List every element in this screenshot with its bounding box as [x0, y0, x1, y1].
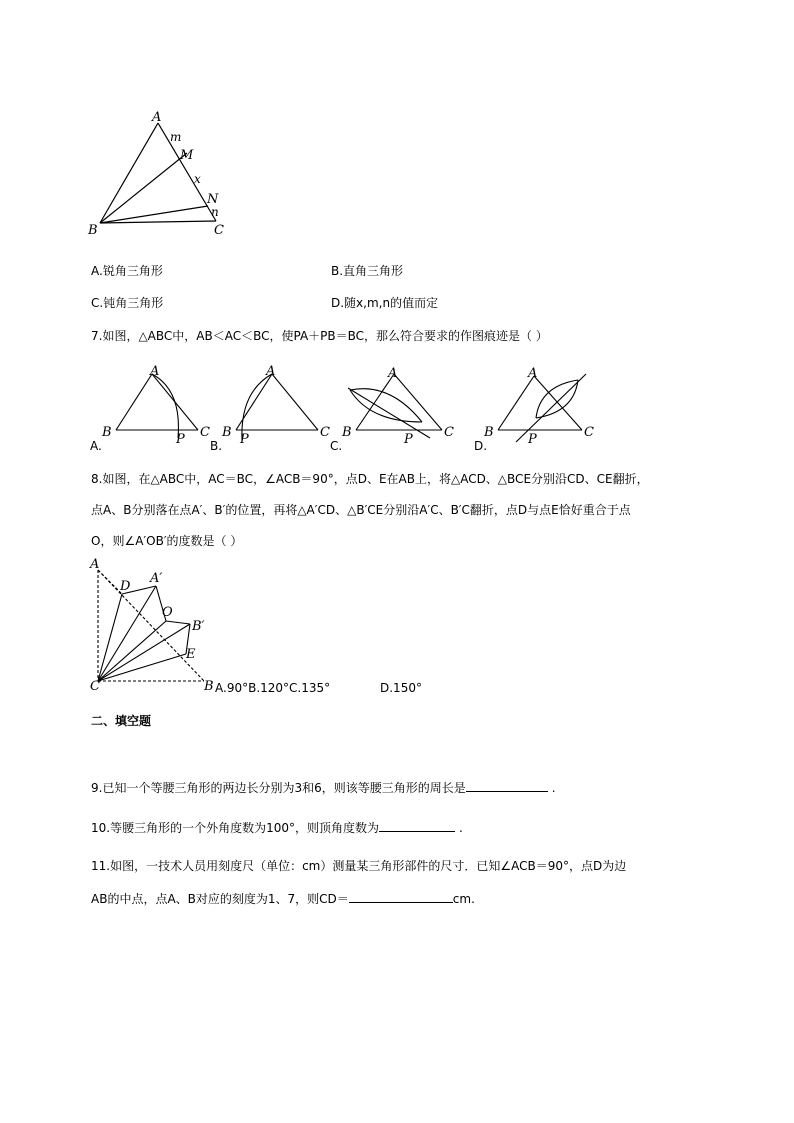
q10-text: 10.等腰三角形的一个外角度数为100°，则顶角度数为: [91, 821, 379, 835]
q7a-label-c: C: [200, 425, 210, 440]
q8-option-d: D.150°: [380, 681, 422, 695]
q7c-label-b: B: [342, 425, 352, 440]
q11-line1: 11.如图，一技术人员用刻度尺（单位：cm）测量某三角形部件的尺寸．已知∠ACB＝90°，点D为边: [91, 859, 627, 873]
q8-label-b-prime: B′: [192, 619, 205, 634]
q7b-label-a: A: [266, 364, 276, 379]
q8-stem-line2: 点A、B分别落在点A′、B′的位置，再将△A′CD、△B′CE分别沿A′C、B′C翻折，点D与点E恰好重合于点: [91, 503, 631, 517]
q7d-label-a: A: [528, 366, 538, 381]
q6-segment-bm: [100, 153, 187, 223]
q7-stem: 7.如图，△ABC中，AB＜AC＜BC，使PA＋PB＝BC，那么符合要求的作图痕迹是（ ）: [91, 329, 548, 343]
q8-segment-ob1: [166, 621, 190, 624]
q7d-bisector: [516, 374, 586, 442]
q7a-label-a: A: [150, 364, 160, 379]
q6-segment-bn: [100, 206, 208, 223]
q7d-label-b: B: [484, 425, 494, 440]
q6-label-m-point: M: [180, 148, 194, 163]
q8-figure: [86, 556, 218, 694]
q8-label-b: B: [204, 679, 214, 694]
q7-option-a-label: A.: [90, 439, 102, 453]
q6-option-a: A.锐角三角形: [91, 264, 163, 278]
q7d-label-p: P: [528, 432, 537, 447]
q11-answer-blank[interactable]: [349, 890, 453, 903]
q7d-label-c: C: [584, 425, 594, 440]
q6-side-bc: [100, 221, 216, 223]
q9: [91, 779, 556, 796]
q7a-label-b: B: [102, 425, 112, 440]
q7-figure-d: [474, 362, 604, 457]
q7c-label-c: C: [444, 425, 454, 440]
q8-label-o: O: [162, 605, 173, 620]
q6-label-a: A: [152, 110, 162, 125]
q11-tail: cm.: [452, 892, 475, 906]
q9-text: 9.已知一个等腰三角形的两边长分别为3和6，则该等腰三角形的周长是: [91, 781, 466, 795]
q8-label-e: E: [186, 647, 196, 662]
q8-label-a: A: [90, 557, 100, 572]
q9-tail: .: [551, 781, 556, 795]
q6-label-x-length: x: [194, 172, 201, 186]
q7b-label-c: C: [320, 425, 330, 440]
q6-option-b: B.直角三角形: [331, 264, 404, 278]
q8-label-a-prime: A′: [150, 571, 163, 586]
q6-option-c: C.钝角三角形: [91, 296, 164, 310]
q7c-label-p: P: [404, 432, 413, 447]
q8-segment-ce: [98, 654, 186, 681]
q6-label-n-point: N: [207, 192, 219, 207]
q7b-label-p: P: [240, 432, 249, 447]
q9-answer-blank[interactable]: [466, 779, 548, 792]
q7a-label-p: P: [176, 432, 185, 447]
q10: [91, 819, 463, 836]
q8-stem-line3: O，则∠A′OB′的度数是（ ）: [91, 534, 243, 548]
q7c-label-a: A: [388, 366, 398, 381]
q7-figure-b: [210, 362, 343, 457]
q7-figure-c: [330, 362, 470, 457]
q7b-label-b: B: [222, 425, 232, 440]
q10-tail: .: [459, 821, 463, 835]
q7-option-b-label: B.: [210, 439, 223, 453]
q8-label-d: D: [120, 579, 131, 594]
q11-line2: AB的中点，点A、B对应的刻度为1、7，则CD＝: [91, 892, 349, 906]
q8-options-abc: A.90°B.120°C.135°: [215, 681, 331, 695]
q6-label-b: B: [88, 223, 98, 238]
q6-side-ab: [100, 123, 158, 223]
q8-segment-co: [98, 621, 166, 681]
q8-stem-line1: 8.如图，在△ABC中，AC＝BC，∠ACB＝90°，点D、E在AB上，将△ACD、△BCE分别沿CD、CE翻折，: [91, 472, 649, 486]
q6-label-c: C: [214, 223, 224, 238]
q7-figure-a: [90, 362, 223, 457]
q10-answer-blank[interactable]: [379, 819, 455, 832]
q7-option-c-label: C.: [330, 439, 343, 453]
q6-figure: [86, 108, 236, 240]
q7-option-d-label: D.: [474, 439, 488, 453]
section-title-fill-in: 二、填空题: [91, 714, 152, 728]
q11-line2-wrap: [91, 890, 475, 907]
q6-option-d: D.随x,m,n的值而定: [331, 296, 439, 310]
q6-label-m-length: m: [170, 130, 182, 144]
q6-label-n-length: n: [211, 205, 219, 219]
q8-label-c: C: [90, 679, 100, 694]
q7a-arc: [152, 374, 178, 438]
